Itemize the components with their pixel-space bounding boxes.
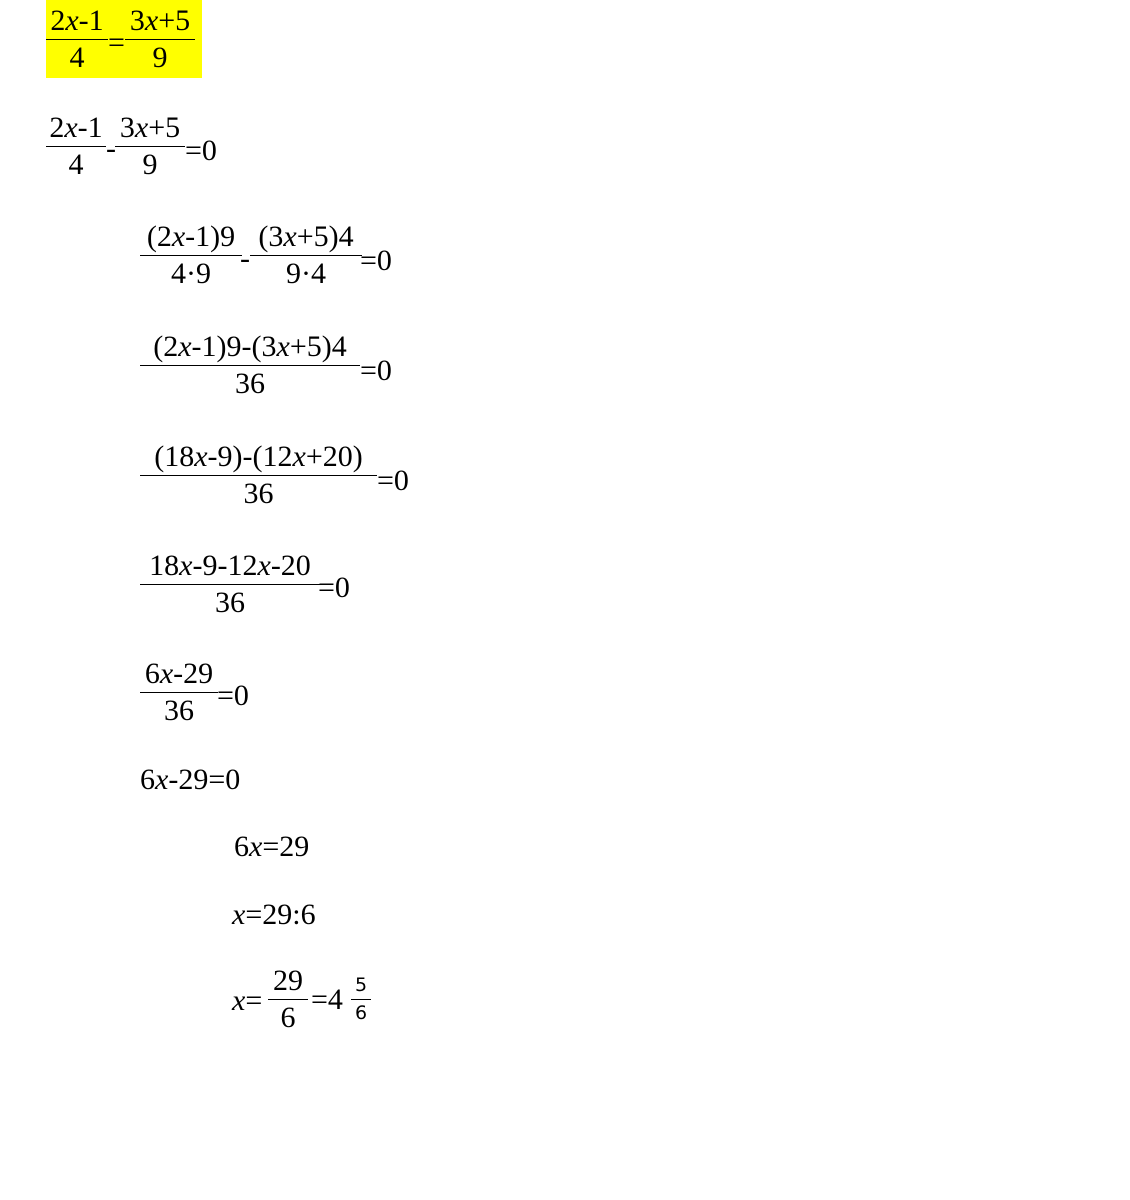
step2-rhs: =0 [185,134,217,167]
numerator: 5 [354,974,368,996]
step3-fraction-right [250,222,362,289]
numerator: 3x+5 [119,111,181,144]
denominator: 9 [142,148,158,181]
denominator: 36 [235,367,265,400]
denominator: 4·9 [171,257,211,290]
step2-fraction-right [115,113,185,180]
step3-rhs: =0 [360,244,392,277]
step7-fraction [140,659,218,726]
step8-equation: 6x-29=0 [140,763,241,796]
numerator: (2x-1)9 [146,220,236,253]
step1-operator: = [108,26,125,59]
step5-fraction [140,442,377,509]
numerator: 6x-29 [144,657,214,690]
step2-fraction-left [46,113,106,180]
step7-rhs: =0 [217,679,249,712]
step5-rhs: =0 [377,464,409,497]
numerator: 2x-1 [50,4,104,37]
step11-mixed-fraction [351,976,371,1023]
denominator: 36 [215,586,245,619]
denominator: 6 [354,1002,368,1024]
numerator: 3x+5 [129,4,191,37]
numerator: (18x-9)-(12x+20) [154,440,363,473]
step9-equation: 6x=29 [234,830,310,863]
step1-fraction-left [46,6,108,73]
step3-operator: - [240,242,250,275]
step4-rhs: =0 [360,354,392,387]
numerator: 29 [273,964,303,997]
numerator: 2x-1 [49,111,103,144]
step6-fraction [140,551,320,618]
step4-fraction [140,332,360,399]
step11-fraction [268,966,308,1033]
step1-fraction-right [125,6,195,73]
numerator: (2x-1)9-(3x+5)4 [153,330,347,363]
denominator: 6 [280,1001,296,1034]
denominator: 36 [243,477,274,510]
step11-lhs: x= [232,984,263,1017]
denominator: 4 [68,148,84,181]
denominator: 36 [164,694,194,727]
step2-operator: - [106,132,116,165]
numerator: (3x+5)4 [258,220,354,253]
denominator: 9·4 [286,257,326,290]
step3-fraction-left [140,222,242,289]
step6-rhs: =0 [318,571,350,604]
numerator: 18x-9-12x-20 [149,549,311,582]
step10-equation: x=29:6 [232,898,316,931]
denominator: 9 [152,41,168,74]
denominator: 4 [69,41,85,74]
step11-mixed-whole: =4 [311,983,343,1016]
